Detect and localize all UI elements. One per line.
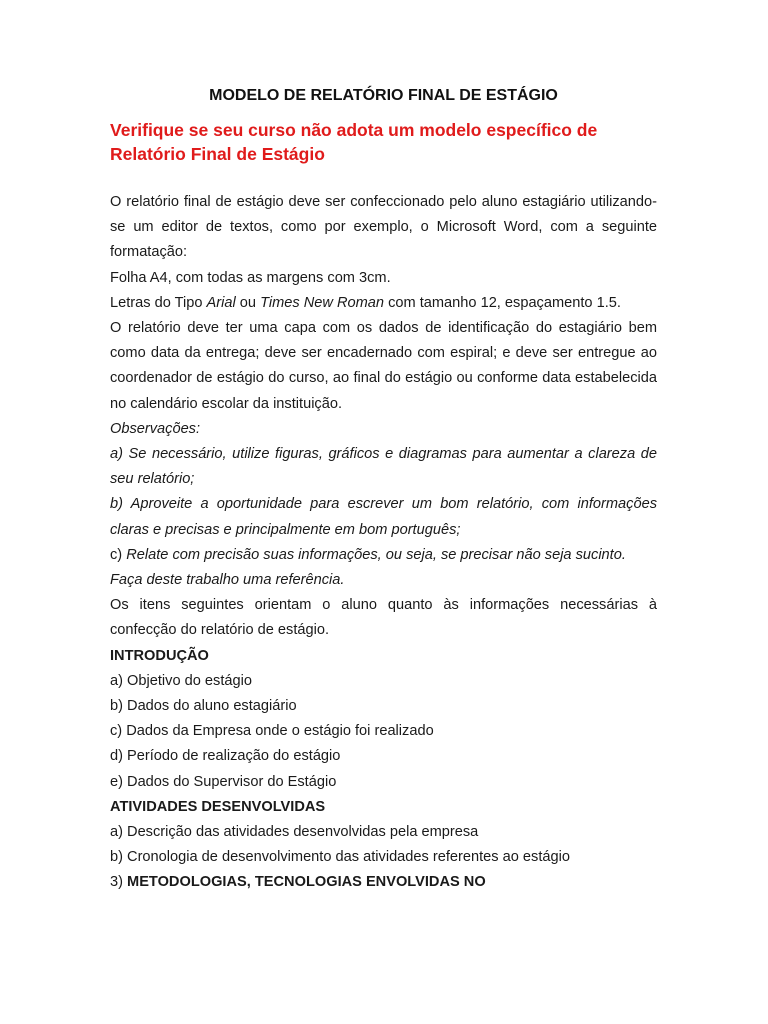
observation-c-text: Relate com precisão suas informações, ou seja, se precisar não seja sucinto. — [126, 546, 626, 563]
observation-c-prefix: c) — [110, 546, 127, 563]
introducao-heading: INTRODUÇÃO — [110, 647, 209, 664]
document-title: MODELO DE RELATÓRIO FINAL DE ESTÁGIO — [209, 87, 558, 104]
letras-middle: ou — [235, 294, 261, 311]
introducao-item: b) Dados do aluno estagiário — [110, 698, 297, 715]
observation-a: a) Se necessário, utilize figuras, gráficos e diagramas para aumentar a clareza de seu relatório; — [110, 446, 657, 488]
document-body — [110, 190, 657, 896]
letras-font-times: Times New Roman — [260, 294, 385, 311]
letras-suffix: com tamanho 12, espaçamento 1.5. — [384, 294, 621, 311]
introducao-item: c) Dados da Empresa onde o estágio foi realizado — [110, 723, 434, 740]
letras-prefix: Letras do Tipo — [110, 294, 207, 311]
course-model-notice: Verifique se seu curso não adota um modelo específico de Relatório Final de Estágio — [110, 120, 598, 164]
metodologias-prefix: 3) — [110, 874, 128, 891]
capa-paragraph: O relatório deve ter uma capa com os dados de identificação do estagiário bem como data da entrega; deve ser encadernado com espiral; e deve ser entregue ao coordenador de estágio do curso, ao final do estágio ou conforme data estabelecida no calendário escolar da instituição. — [110, 320, 657, 412]
observation-c — [110, 543, 657, 568]
atividades-item: b) Cronologia de desenvolvimento das atividades referentes ao estágio — [110, 849, 570, 866]
atividades-item: a) Descrição das atividades desenvolvidas pela empresa — [110, 824, 479, 841]
itens-paragraph: Os itens seguintes orientam o aluno quanto às informações necessárias à confecção do relatório de estágio. — [110, 597, 657, 639]
metodologias-heading: METODOLOGIAS, TECNOLOGIAS ENVOLVIDAS NO — [127, 874, 486, 891]
folha-line: Folha A4, com todas as margens com 3cm. — [110, 269, 391, 286]
observation-b: b) Aproveite a oportunidade para escrever um bom relatório, com informações claras e precisas e principalmente em bom português; — [110, 496, 657, 538]
atividades-heading: ATIVIDADES DESENVOLVIDAS — [110, 798, 326, 815]
intro-paragraph: O relatório final de estágio deve ser confeccionado pelo aluno estagiário utilizando-se um editor de textos, como por exemplo, o Microsoft Word, com a seguinte formatação: — [110, 194, 657, 261]
letras-font-arial: Arial — [206, 294, 236, 311]
introducao-item: e) Dados do Supervisor do Estágio — [110, 773, 337, 790]
metodologias-line — [110, 870, 657, 895]
letras-line — [110, 291, 657, 316]
observation-faca: Faça deste trabalho uma referência. — [110, 572, 345, 589]
introducao-item: a) Objetivo do estágio — [110, 672, 252, 689]
introducao-item: d) Período de realização do estágio — [110, 748, 341, 765]
observacoes-label: Observações: — [110, 420, 201, 437]
